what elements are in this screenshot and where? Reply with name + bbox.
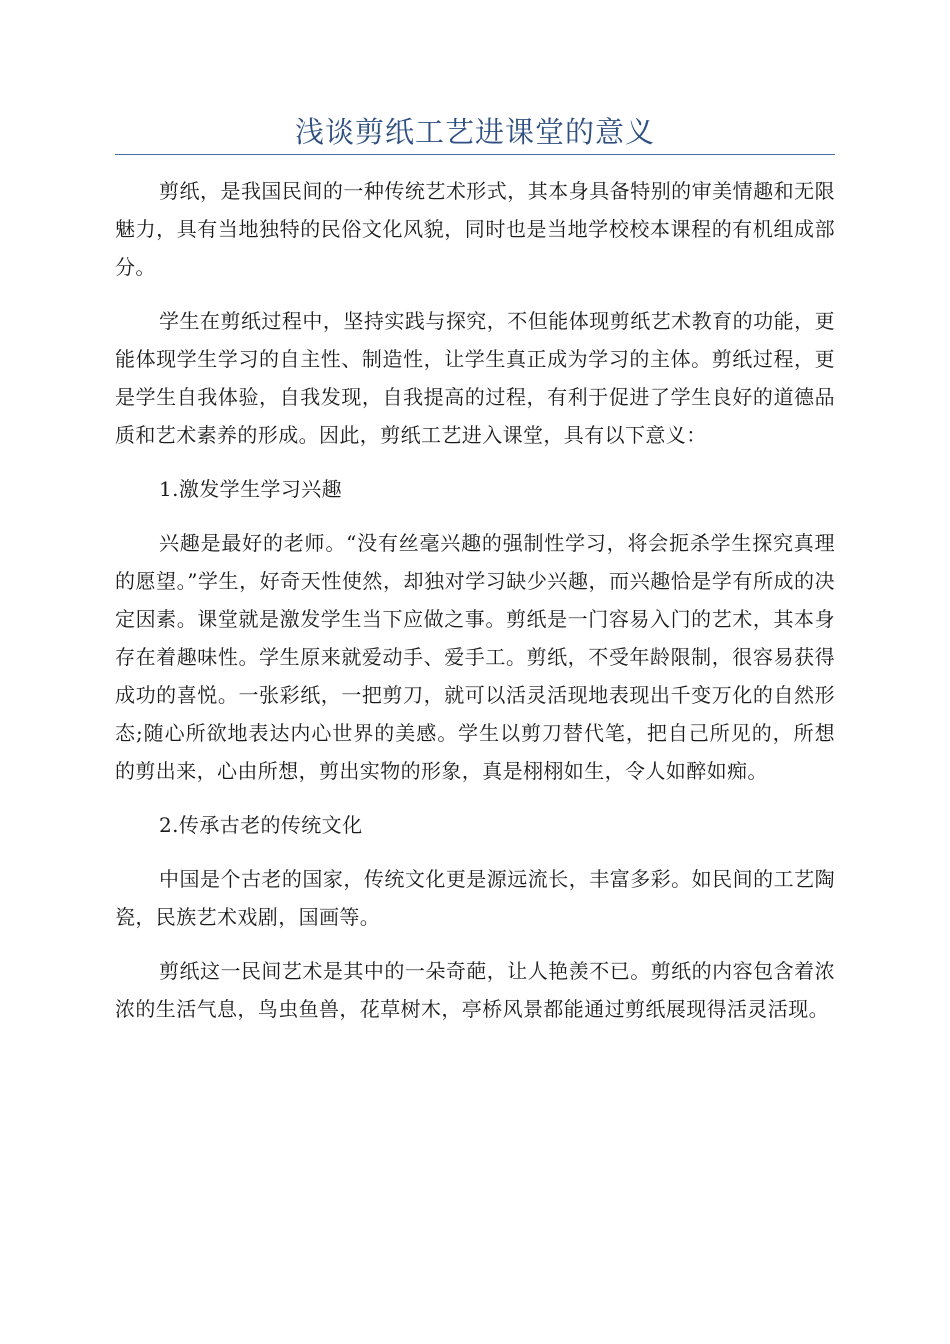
- paragraph-interest: 兴趣是最好的老师。“没有丝毫兴趣的强制性学习，将会扼杀学生探究真理的愿望。”学生，好奇天性使然，却独对学习缺少兴趣，而兴趣恰是学有所成的决定因素。课堂就是激发学生当下应做之事。剪纸是一门容易入门的艺术，其本身存在着趣味性。学生原来就爱动手、爱手工。剪纸，不受年龄限制，很容易获得成功的喜悦。一张彩纸，一把剪刀，就可以活灵活现地表现出千变万化的自然形态;随心所欲地表达内心世界的美感。学生以剪刀替代笔，把自己所见的，所想的剪出来，心由所想，剪出实物的形象，真是栩栩如生，令人如醉如痴。: [115, 531, 835, 783]
- title-underline: [115, 154, 835, 155]
- paragraph-culture: 中国是个古老的国家，传统文化更是源远流长，丰富多彩。如民间的工艺陶瓷，民族艺术戏剧，国画等。: [115, 867, 835, 929]
- section-heading-1: 1.激发学生学习兴趣: [159, 477, 343, 501]
- paragraph-intro: 剪纸，是我国民间的一种传统艺术形式，其本身具备特别的审美情趣和无限魅力，具有当地独特的民俗文化风貌，同时也是当地学校校本课程的有机组成部分。: [115, 179, 835, 279]
- document-title: 浅谈剪纸工艺进课堂的意义: [294, 115, 655, 149]
- section-heading-2: 2.传承古老的传统文化: [159, 813, 363, 837]
- document-body: [115, 172, 835, 1044]
- paragraph-process: 学生在剪纸过程中，坚持实践与探究，不但能体现剪纸艺术教育的功能，更能体现学生学习的自主性、制造性，让学生真正成为学习的主体。剪纸过程，更是学生自我体验，自我发现，自我提高的过程，有利于促进了学生良好的道德品质和艺术素养的形成。因此，剪纸工艺进入课堂，具有以下意义：: [115, 309, 835, 447]
- paragraph-folk-art: 剪纸这一民间艺术是其中的一朵奇葩，让人艳羡不已。剪纸的内容包含着浓浓的生活气息，鸟虫鱼兽，花草树木，亭桥风景都能通过剪纸展现得活灵活现。: [115, 959, 835, 1021]
